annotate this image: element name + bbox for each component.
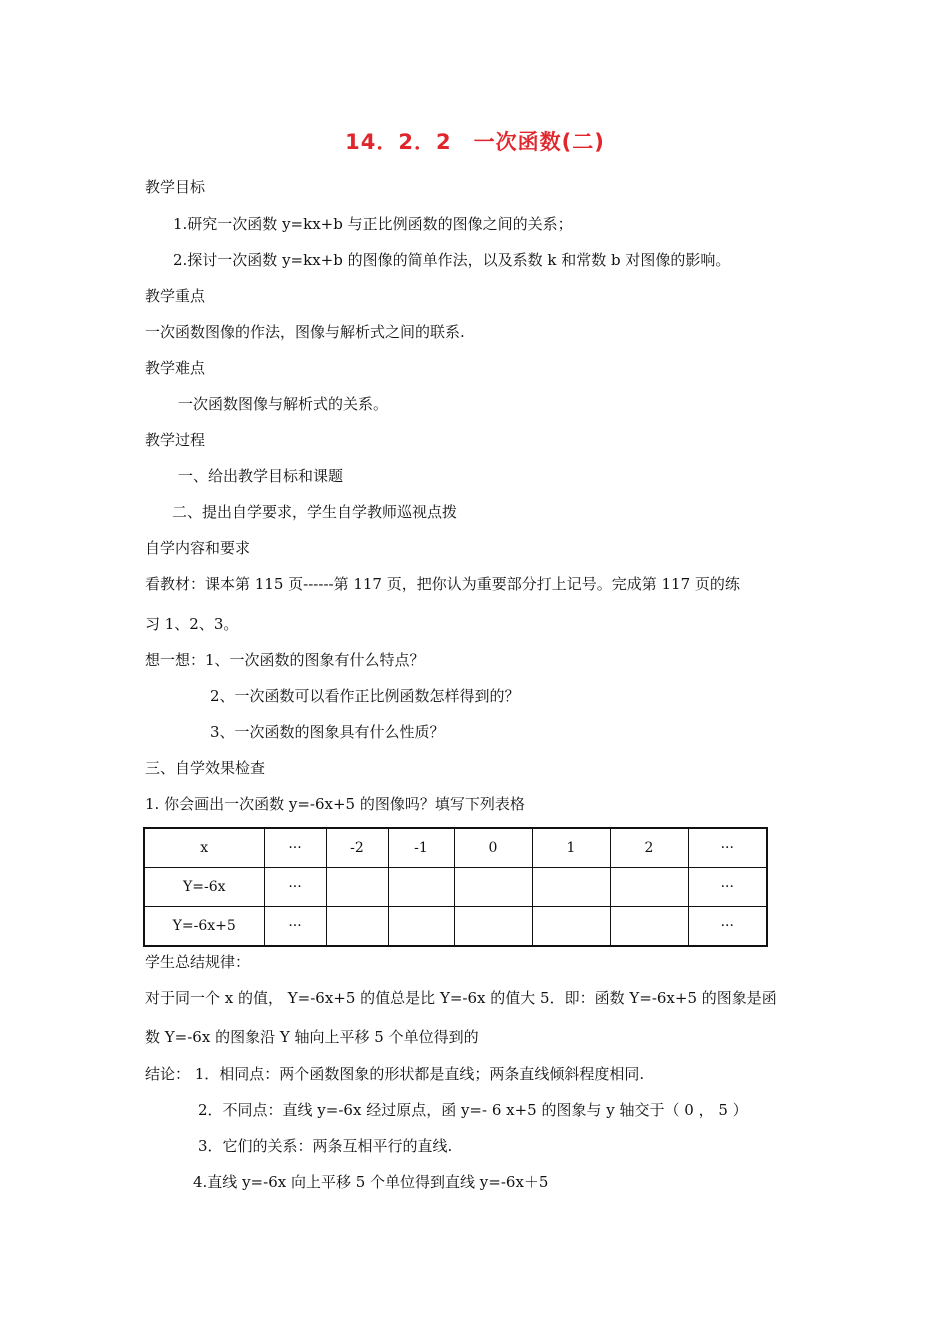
- reading-line-2: 习 1、2、3。: [145, 615, 239, 633]
- think-item-1: 想一想：1、一次函数的图象有什么特点？: [145, 651, 425, 669]
- conclusion-3: 3．它们的关系：两条互相平行的直线.: [198, 1137, 453, 1155]
- step-3: 三、自学效果检查: [145, 759, 266, 777]
- step-2: 二、提出自学要求，学生自学教师巡视点拨: [172, 503, 458, 521]
- table-cell: ···: [264, 907, 326, 947]
- step-1: 一、给出教学目标和课题: [178, 467, 344, 485]
- table-cell[interactable]: [532, 868, 610, 907]
- table-cell: 1: [532, 828, 610, 868]
- table-cell[interactable]: [454, 868, 532, 907]
- table-row: [144, 828, 767, 868]
- table-cell: Y=-6x+5: [144, 907, 264, 947]
- table-cell[interactable]: [326, 907, 388, 947]
- table-cell: -2: [326, 828, 388, 868]
- reading-line-1: 看教材：课本第 115 页------第 117 页，把你认为重要部分打上记号。完成第 117 页的练: [145, 575, 740, 593]
- think-item-3: 3、一次函数的图象具有什么性质？: [210, 723, 445, 741]
- difficulty-text: 一次函数图像与解析式的关系。: [178, 395, 389, 413]
- process-heading: 教学过程: [145, 431, 206, 449]
- summary-heading: 学生总结规律：: [145, 953, 251, 971]
- difficulty-heading: 教学难点: [145, 359, 206, 377]
- table-cell: ···: [264, 868, 326, 907]
- question-1: 1. 你会画出一次函数 y=-6x+5 的图像吗？填写下列表格: [145, 795, 525, 813]
- table-cell[interactable]: [454, 907, 532, 947]
- conclusion-2: 2．不同点：直线 y=-6x 经过原点，函 y=- 6 x+5 的图象与 y 轴交于（ 0 ， 5 ）: [198, 1101, 748, 1119]
- goal-1: 1.研究一次函数 y=kx+b 与正比例函数的图像之间的关系；: [173, 215, 573, 233]
- conclusion-4: 4.直线 y=-6x 向上平移 5 个单位得到直线 y=-6x＋5: [193, 1173, 549, 1191]
- table-cell: ···: [264, 828, 326, 868]
- table-cell[interactable]: [388, 907, 454, 947]
- table-cell: 2: [610, 828, 688, 868]
- value-table: [143, 827, 768, 947]
- table-cell: 0: [454, 828, 532, 868]
- key-text: 一次函数图像的作法，图像与解析式之间的联系.: [145, 323, 465, 341]
- goals-heading: 教学目标: [145, 178, 206, 196]
- think-item-2: 2、一次函数可以看作正比例函数怎样得到的？: [210, 687, 520, 705]
- table-row: [144, 868, 767, 907]
- summary-line-1: 对于同一个 x 的值， Y=-6x+5 的值总是比 Y=-6x 的值大 5．即：函数 Y=-6x+5 的图象是函: [145, 989, 777, 1007]
- self-study-heading: 自学内容和要求: [145, 539, 251, 557]
- conclusion-1: 结论： 1．相同点：两个函数图象的形状都是直线；两条直线倾斜程度相同.: [145, 1065, 645, 1083]
- summary-line-2: 数 Y=-6x 的图象沿 Y 轴向上平移 5 个单位得到的: [145, 1028, 479, 1046]
- table-cell[interactable]: [610, 868, 688, 907]
- table-cell: ···: [688, 828, 767, 868]
- page-title: 14．2．2 一次函数(二): [345, 130, 605, 154]
- table-cell[interactable]: [388, 868, 454, 907]
- table-cell[interactable]: [532, 907, 610, 947]
- table-cell[interactable]: [610, 907, 688, 947]
- key-heading: 教学重点: [145, 287, 206, 305]
- table-cell: Y=-6x: [144, 868, 264, 907]
- table-cell: ···: [688, 868, 767, 907]
- table-cell: x: [144, 828, 264, 868]
- table-cell: ···: [688, 907, 767, 947]
- table-cell: -1: [388, 828, 454, 868]
- table-cell[interactable]: [326, 868, 388, 907]
- table-row: [144, 907, 767, 947]
- goal-2: 2.探讨一次函数 y=kx+b 的图像的简单作法，以及系数 k 和常数 b 对图像的影响。: [173, 251, 731, 269]
